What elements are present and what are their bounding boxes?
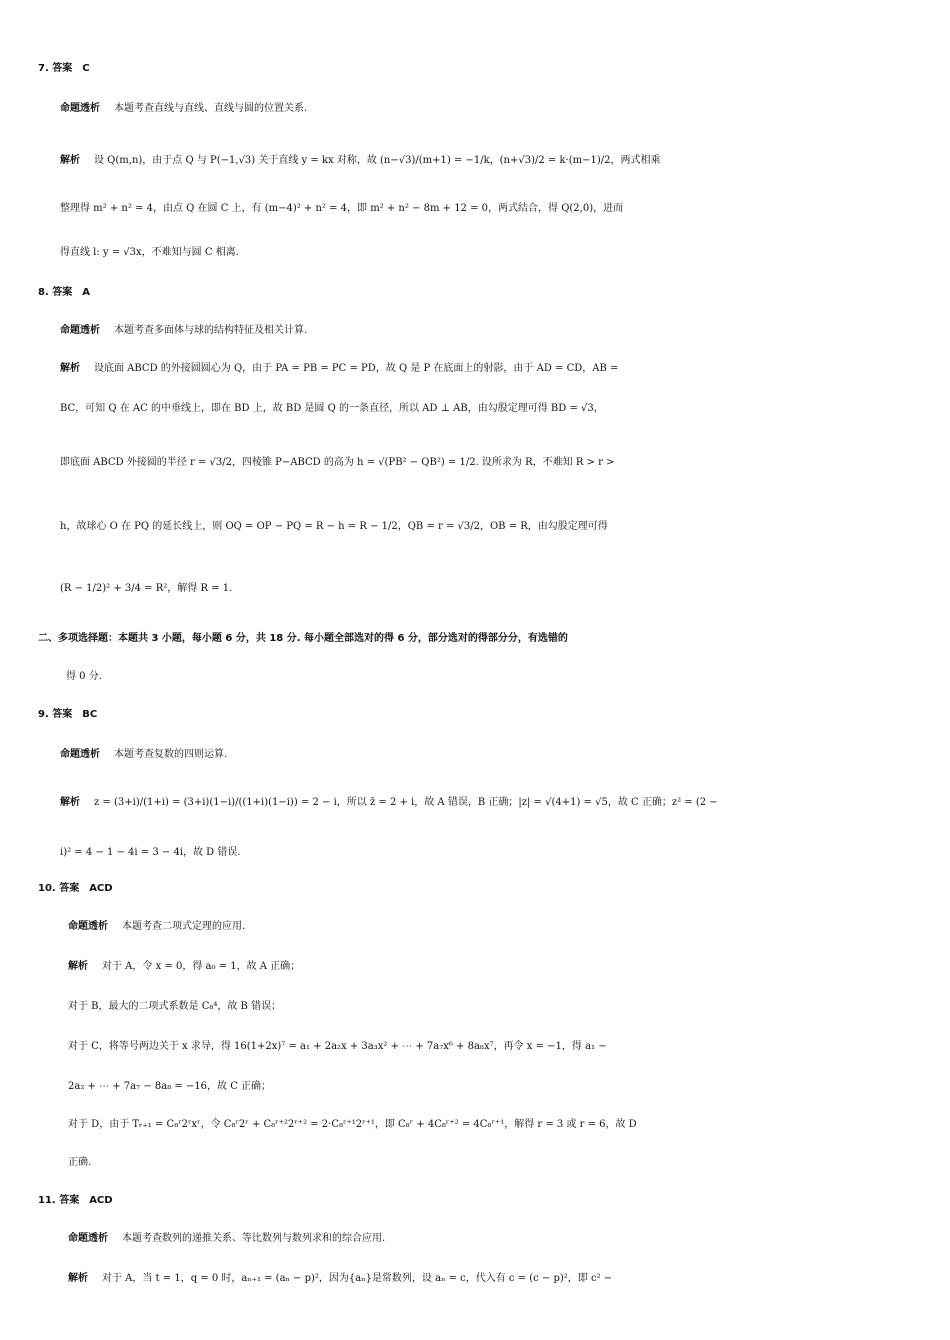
q7-solution-line: 得直线 l: y = √3x，不难知与圆 C 相离. xyxy=(60,247,239,258)
q10-solution-line: 对于 C，将等号两边关于 x 求导，得 16(1+2x)⁷ = a₁ + 2a₂x + 3a₃x² + ⋯ + 7a₇x⁶ + 8a₈x⁷，再令 x = −1，得 a₁ − xyxy=(68,1041,607,1052)
section-heading-cont: 得 0 分. xyxy=(66,671,102,682)
q8-solution-line: 即底面 ABCD 外接圆的半径 r = √3/2，四棱锥 P−ABCD 的高为 h = √(PB² − QB²) = 1/2. 设所求为 R，不难知 R > r > xyxy=(60,457,615,468)
q11-title: 11. 答案 ACD xyxy=(38,1195,113,1206)
q8-solution-line: BC，可知 Q 在 AC 的中垂线上，即在 BD 上，故 BD 是圆 Q 的一条直径，所以 AD ⊥ AB，由勾股定理可得 BD = √3， xyxy=(60,403,604,414)
q10-solution-line: 正确. xyxy=(68,1157,92,1168)
q9-solution-line: i)² = 4 − 1 − 4i = 3 − 4i，故 D 错误. xyxy=(60,847,241,858)
q10-solution-line: 对于 D，由于 Tᵣ₊₁ = C₈ʳ2ʳxʳ，令 C₈ʳ2ʳ + C₈ʳ⁺²2ʳ⁺² = 2·C₈ʳ⁺¹2ʳ⁺¹，即 C₈ʳ + 4C₈ʳ⁺² = 4C₈ʳ⁺¹，解得 r = 3 或 r = 6，故 D xyxy=(68,1119,637,1130)
q10-solution-line: 对于 B，最大的二项式系数是 C₈⁴，故 B 错误； xyxy=(68,1001,282,1012)
q7-intent: 命题透析 本题考查直线与直线、直线与圆的位置关系. xyxy=(60,103,308,114)
q10-intent: 命题透析 本题考查二项式定理的应用. xyxy=(68,921,246,932)
q7-title: 7. 答案 C xyxy=(38,63,90,74)
q8-solution-line: 解析 设底面 ABCD 的外接圆圆心为 Q，由于 PA = PB = PC = PD，故 Q 是 P 在底面上的射影，由于 AD = CD，AB = xyxy=(60,363,619,374)
q9-title: 9. 答案 BC xyxy=(38,709,98,720)
q8-solution-line: (R − 1/2)² + 3/4 = R²，解得 R = 1. xyxy=(60,583,233,594)
q7-solution-line: 解析 设 Q(m,n)，由于点 Q 与 P(−1,√3) 关于直线 y = kx 对称，故 (n−√3)/(m+1) = −1/k，(n+√3)/2 = k·(m−1)/2，两式相乘 xyxy=(60,155,661,166)
q11-solution-line: 解析 对于 A，当 t = 1，q = 0 时，aₙ₊₁ = (aₙ − p)²，因为{aₙ}是常数列，设 aₙ = c，代入有 c = (c − p)²，即 c² − xyxy=(68,1273,613,1284)
q10-title: 10. 答案 ACD xyxy=(38,883,113,894)
q8-solution-line: h，故球心 O 在 PQ 的延长线上，则 OQ = OP − PQ = R − h = R − 1/2，QB = r = √3/2，OB = R，由勾股定理可得 xyxy=(60,521,608,532)
q9-intent: 命题透析 本题考查复数的四则运算. xyxy=(60,749,228,760)
q9-solution-line: 解析 z = (3+i)/(1+i) = (3+i)(1−i)/((1+i)(1−i)) = 2 − i，所以 z̄ = 2 + i，故 A 错误，B 正确；|z| = √(4+1) = √5，故 C 正确；z² = (2 − xyxy=(60,797,718,808)
section-heading: 二、多项选择题：本题共 3 小题，每小题 6 分，共 18 分. 每小题全部选对的得 6 分，部分选对的得部分分，有选错的 xyxy=(38,633,568,644)
q10-solution-line: 2a₂ + ⋯ + 7a₇ − 8a₈ = −16，故 C 正确； xyxy=(68,1081,272,1092)
q7-solution-line: 整理得 m² + n² = 4，由点 Q 在圆 C 上，有 (m−4)² + n² = 4，即 m² + n² − 8m + 12 = 0，两式结合，得 Q(2,0)，进而 xyxy=(60,203,624,214)
q8-intent: 命题透析 本题考查多面体与球的结构特征及相关计算. xyxy=(60,325,308,336)
q8-title: 8. 答案 A xyxy=(38,287,90,298)
q10-solution-line: 解析 对于 A，令 x = 0，得 a₀ = 1，故 A 正确； xyxy=(68,961,301,972)
q11-intent: 命题透析 本题考查数列的递推关系、等比数列与数列求和的综合应用. xyxy=(68,1233,386,1244)
